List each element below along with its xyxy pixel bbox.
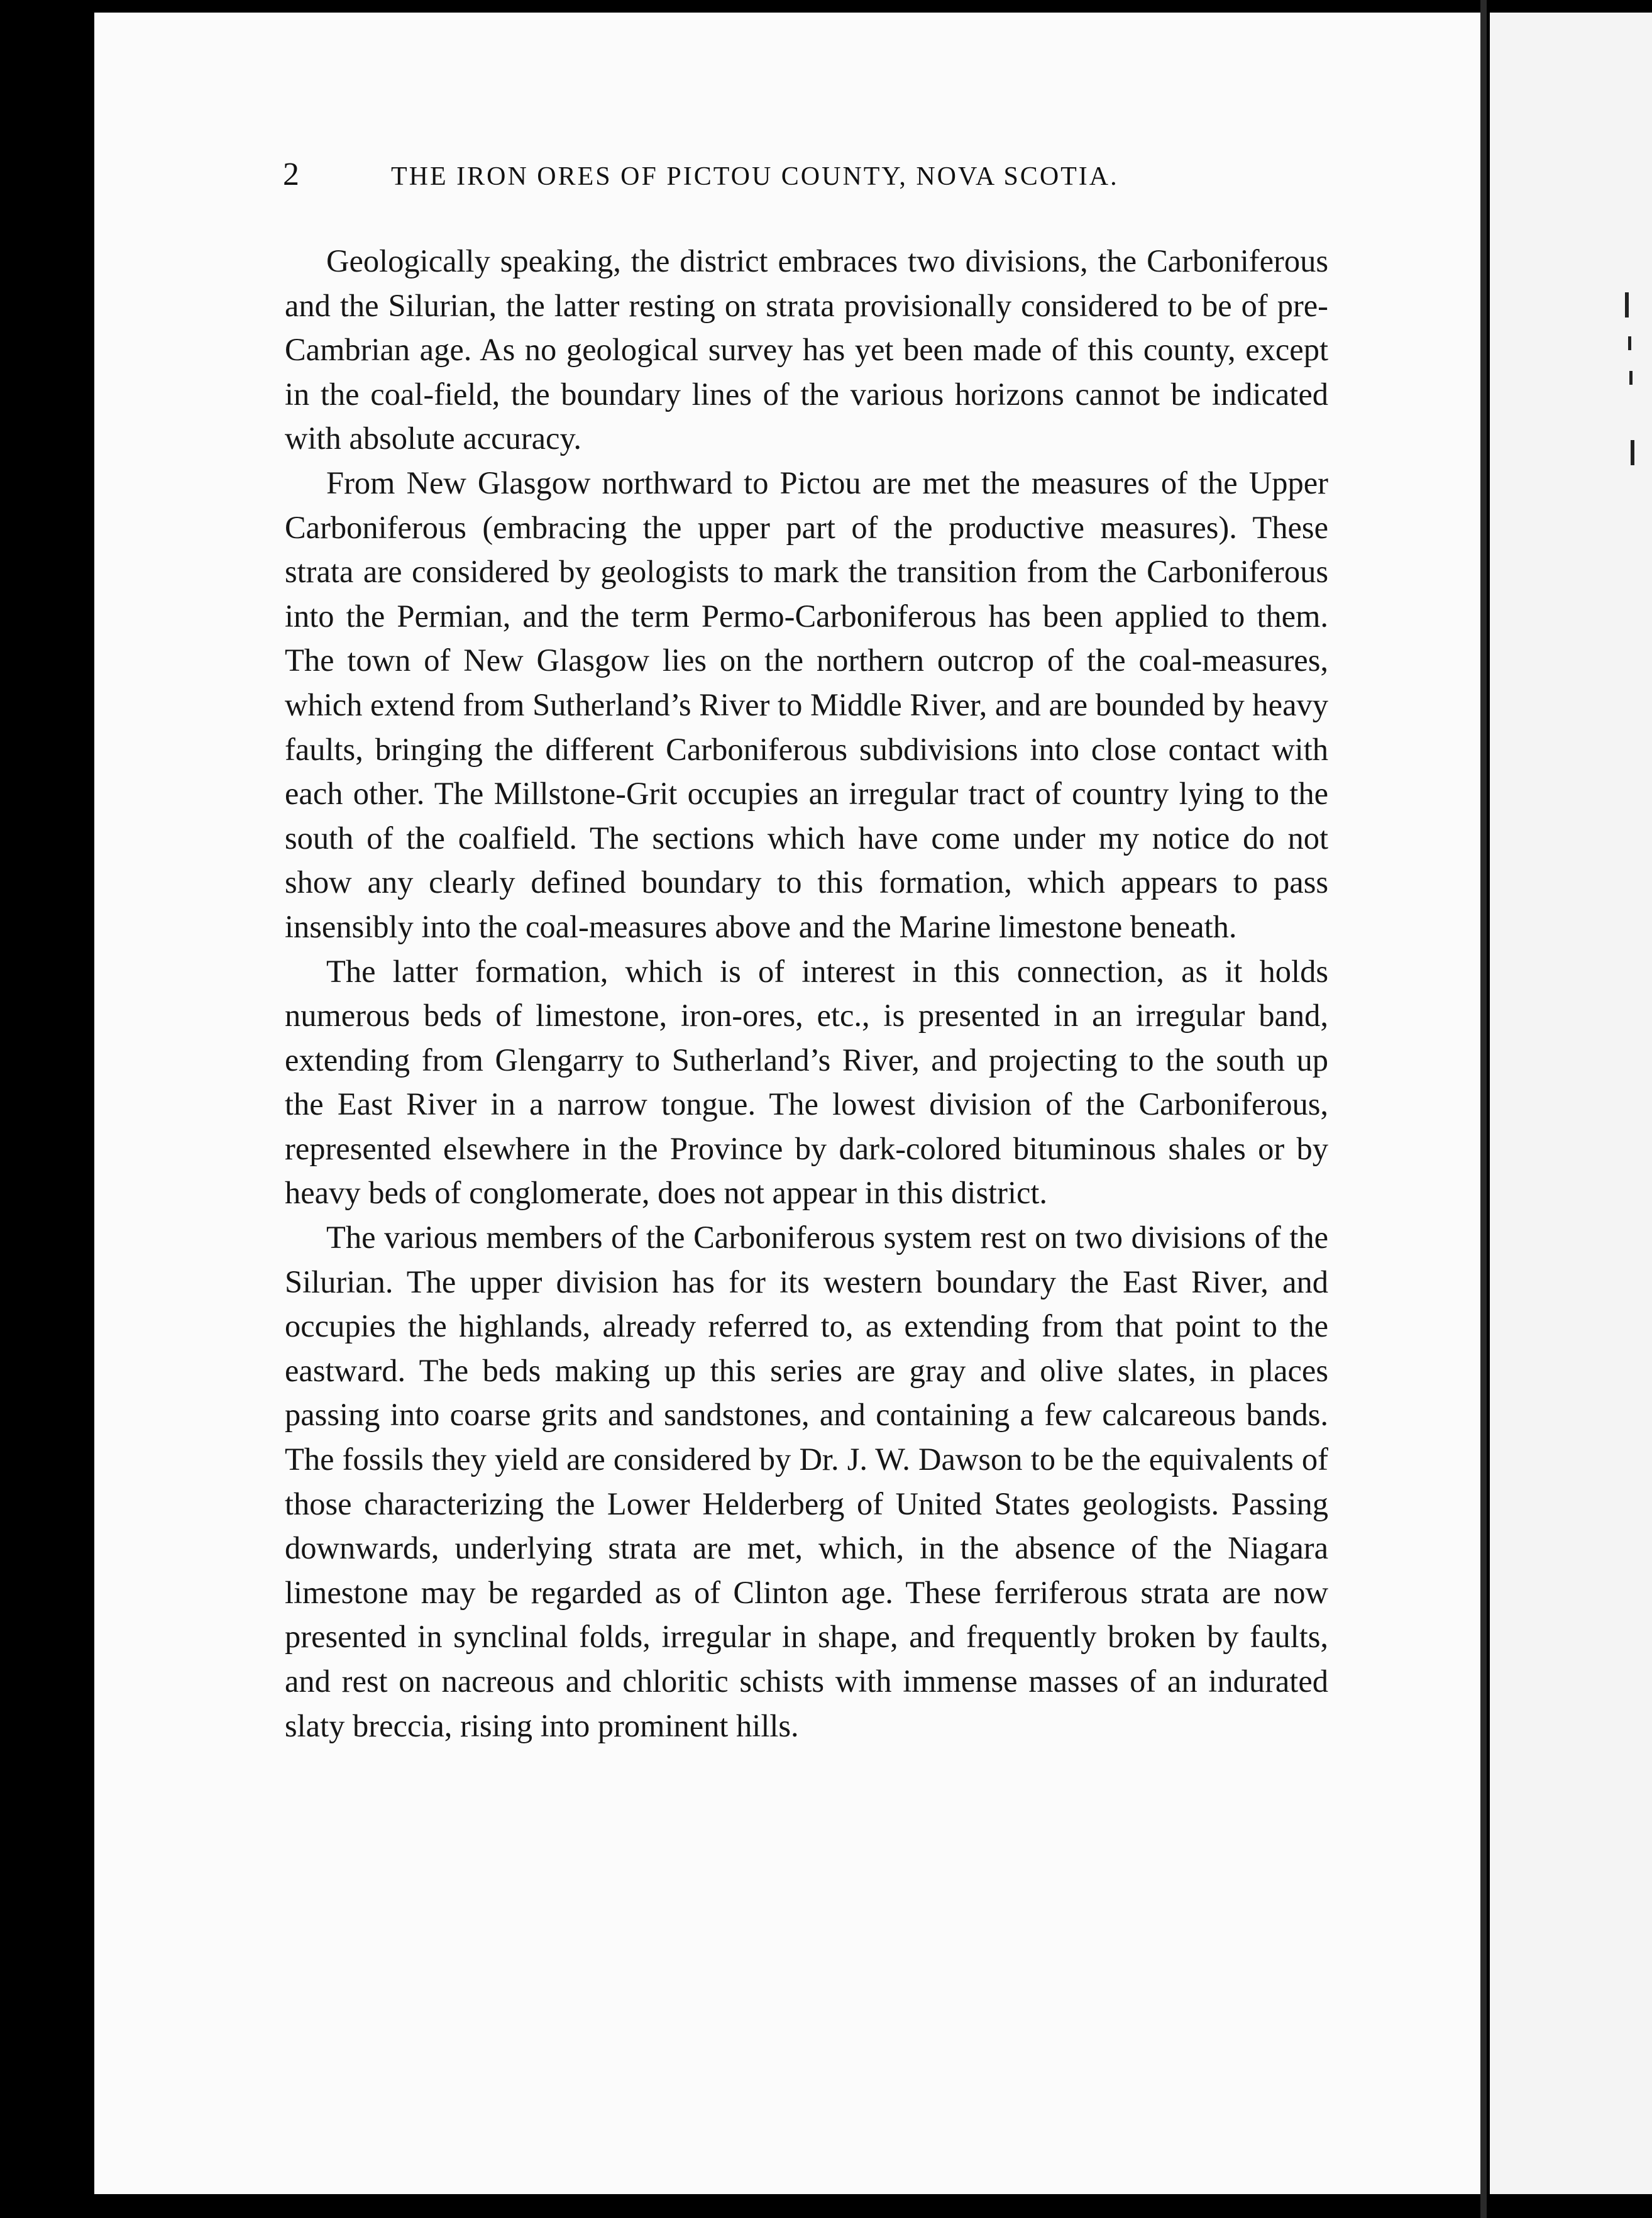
- page-gutter: [1480, 0, 1487, 2218]
- paragraph: The latter formation, which is of interest in this connection, as it holds numerous beds of limestone, iron-ores, etc., is presented in an irregular band, extending from Glengarry to Sutherland’s River, and projecting to the south up the East River in a narrow tongue. The lowest division of the Carboniferous, represented elsewhere in the Province by dark-colored bituminous shales or by heavy beds of conglomerate, does not appear in this district.: [285, 953, 1328, 1211]
- page-header: [283, 156, 1226, 200]
- bleed-mark: [1625, 292, 1629, 317]
- paragraph: Geologically speaking, the district embraces two divisions, the Carboniferous and the Silurian, the latter resting on strata provisionally considered to be of pre-Cambrian age. As no geological survey has yet been made of this county, except in the coal-field, the boundary lines of the various horizons cannot be indicated with absolute accuracy.: [285, 243, 1328, 456]
- bleed-mark: [1631, 440, 1634, 465]
- running-title: THE IRON ORES OF PICTOU COUNTY, NOVA SCOTIA.: [391, 162, 1119, 191]
- page-number: 2: [283, 157, 299, 192]
- paragraph: The various members of the Carboniferous system rest on two divisions of the Silurian. The upper division has for its western boundary the East River, and occupies the highlands, already referred to, as extending from that point to the eastward. The beds making up this series are gray and olive slates, in places passing into coarse grits and sandstones, and containing a few calcareous bands. The fossils they yield are considered by Dr. J. W. Dawson to be the equivalents of those characterizing the Lower Helderberg of United States geologists. Passing downwards, underlying strata are met, which, in the absence of the Niagara limestone may be regarded as of Clinton age. These ferriferous strata are now presented in synclinal folds, irregular in shape, and frequently broken by faults, and rest on nacreous and chloritic schists with immense masses of an indurated slaty breccia, rising into prominent hills.: [285, 1220, 1328, 1743]
- paragraph: From New Glasgow northward to Pictou are met the measures of the Upper Carboniferous (embracing the upper part of the productive measures). These strata are considered by geologists to mark the transition from the Carboniferous into the Permian, and the term Permo-Carboniferous has been applied to them. The town of New Glasgow lies on the northern outcrop of the coal-measures, which extend from Sutherland’s River to Middle River, and are bounded by heavy faults, bringing the different Carboniferous subdivisions into close contact with each other. The Millstone-Grit occupies an irregular tract of country lying to the south of the coalfield. The sections which have come under my notice do not show any clearly defined boundary to this formation, which appears to pass insensibly into the coal-measures above and the Marine limestone beneath.: [285, 465, 1328, 944]
- bleed-mark: [1629, 371, 1633, 385]
- bleed-mark: [1628, 336, 1631, 350]
- adjacent-page-edge: [1490, 13, 1652, 2194]
- body-text: [285, 239, 1328, 1748]
